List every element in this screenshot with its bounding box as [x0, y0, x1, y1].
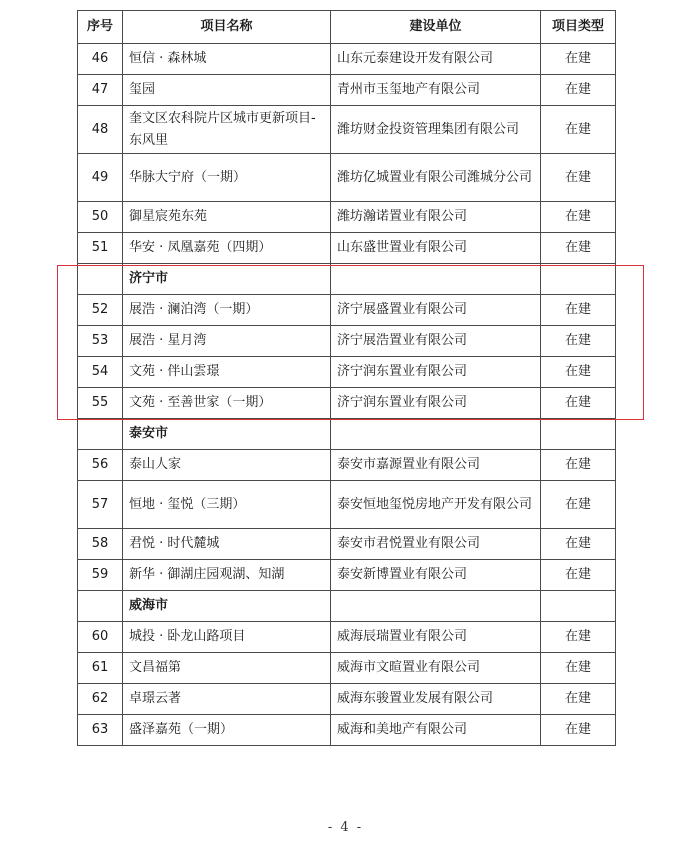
- cell-seq: 48: [78, 106, 123, 154]
- cell-type: 在建: [541, 106, 616, 154]
- cell-seq: 61: [78, 653, 123, 684]
- cell-type: 在建: [541, 44, 616, 75]
- cell-seq: 46: [78, 44, 123, 75]
- cell-seq: 51: [78, 233, 123, 264]
- cell-name: 文昌福第: [123, 653, 331, 684]
- cell-name: 新华 · 御湖庄园观湖、知湖: [123, 560, 331, 591]
- cell-unit: 山东盛世置业有限公司: [331, 233, 541, 264]
- cell-seq: 63: [78, 715, 123, 746]
- header-seq: 序号: [78, 11, 123, 44]
- cell-name: 华安 · 凤凰嘉苑（四期）: [123, 233, 331, 264]
- table-row: [78, 529, 616, 560]
- cell-seq: 62: [78, 684, 123, 715]
- cell-seq: 47: [78, 75, 123, 106]
- cell-type: 在建: [541, 529, 616, 560]
- cell-empty: [331, 264, 541, 295]
- cell-empty: [541, 419, 616, 450]
- cell-name: 君悦 · 时代麓城: [123, 529, 331, 560]
- city-name: 泰安市: [123, 419, 331, 450]
- cell-seq: 57: [78, 481, 123, 529]
- city-row: [78, 264, 616, 295]
- cell-unit: 泰安新博置业有限公司: [331, 560, 541, 591]
- city-name: 济宁市: [123, 264, 331, 295]
- cell-name: 恒信 · 森林城: [123, 44, 331, 75]
- cell-empty: [541, 591, 616, 622]
- table-row: [78, 106, 616, 154]
- cell-type: 在建: [541, 684, 616, 715]
- cell-seq: 50: [78, 202, 123, 233]
- city-name: 威海市: [123, 591, 331, 622]
- cell-type: 在建: [541, 715, 616, 746]
- cell-seq: 55: [78, 388, 123, 419]
- page-number: - 4 -: [327, 820, 364, 835]
- cell-empty: [78, 419, 123, 450]
- cell-type: 在建: [541, 295, 616, 326]
- cell-type: 在建: [541, 357, 616, 388]
- table-row: [78, 326, 616, 357]
- cell-unit: 济宁润东置业有限公司: [331, 357, 541, 388]
- cell-unit: 威海辰瑞置业有限公司: [331, 622, 541, 653]
- cell-name: 文苑 · 至善世家（一期）: [123, 388, 331, 419]
- table-row: [78, 233, 616, 264]
- cell-unit: 青州市玉玺地产有限公司: [331, 75, 541, 106]
- cell-seq: 60: [78, 622, 123, 653]
- cell-unit: 山东元泰建设开发有限公司: [331, 44, 541, 75]
- table-row: [78, 295, 616, 326]
- cell-unit: 济宁润东置业有限公司: [331, 388, 541, 419]
- cell-unit: 潍坊亿城置业有限公司潍城分公司: [331, 154, 541, 202]
- cell-type: 在建: [541, 388, 616, 419]
- cell-seq: 49: [78, 154, 123, 202]
- cell-unit: 潍坊财金投资管理集团有限公司: [331, 106, 541, 154]
- cell-type: 在建: [541, 75, 616, 106]
- cell-seq: 56: [78, 450, 123, 481]
- cell-unit: 威海和美地产有限公司: [331, 715, 541, 746]
- table-row: [78, 622, 616, 653]
- table-row: [78, 202, 616, 233]
- cell-name: 华脉大宁府（一期）: [123, 154, 331, 202]
- header-name: 项目名称: [123, 11, 331, 44]
- cell-name: 卓璟云著: [123, 684, 331, 715]
- cell-type: 在建: [541, 481, 616, 529]
- table-row: [78, 653, 616, 684]
- cell-empty: [78, 264, 123, 295]
- table-row: [78, 357, 616, 388]
- cell-empty: [78, 591, 123, 622]
- cell-seq: 53: [78, 326, 123, 357]
- cell-type: 在建: [541, 653, 616, 684]
- cell-unit: 济宁展浩置业有限公司: [331, 326, 541, 357]
- cell-name: 盛泽嘉苑（一期）: [123, 715, 331, 746]
- table-row: [78, 481, 616, 529]
- cell-type: 在建: [541, 560, 616, 591]
- cell-empty: [331, 419, 541, 450]
- cell-type: 在建: [541, 202, 616, 233]
- table-row: [78, 684, 616, 715]
- header-row: [78, 11, 616, 44]
- table-row: [78, 44, 616, 75]
- cell-name: 玺园: [123, 75, 331, 106]
- header-unit: 建设单位: [331, 11, 541, 44]
- cell-type: 在建: [541, 154, 616, 202]
- cell-name: 御星宸苑东苑: [123, 202, 331, 233]
- cell-unit: 威海东骏置业发展有限公司: [331, 684, 541, 715]
- city-row: [78, 419, 616, 450]
- cell-name: 泰山人家: [123, 450, 331, 481]
- cell-unit: 泰安恒地玺悦房地产开发有限公司: [331, 481, 541, 529]
- cell-name: 文苑 · 伴山雲璟: [123, 357, 331, 388]
- table-row: [78, 715, 616, 746]
- cell-seq: 54: [78, 357, 123, 388]
- cell-unit: 泰安市君悦置业有限公司: [331, 529, 541, 560]
- cell-seq: 59: [78, 560, 123, 591]
- cell-name: 展浩 · 澜泊湾（一期）: [123, 295, 331, 326]
- cell-unit: 济宁展盛置业有限公司: [331, 295, 541, 326]
- city-row: [78, 591, 616, 622]
- project-table: [77, 10, 616, 746]
- cell-type: 在建: [541, 326, 616, 357]
- table-row: [78, 388, 616, 419]
- table-row: [78, 154, 616, 202]
- cell-name: 展浩 · 星月湾: [123, 326, 331, 357]
- header-type: 项目类型: [541, 11, 616, 44]
- cell-name: 恒地 · 玺悦（三期）: [123, 481, 331, 529]
- cell-unit: 潍坊瀚诺置业有限公司: [331, 202, 541, 233]
- cell-empty: [331, 591, 541, 622]
- table-row: [78, 75, 616, 106]
- cell-type: 在建: [541, 450, 616, 481]
- cell-seq: 52: [78, 295, 123, 326]
- table-row: [78, 560, 616, 591]
- cell-type: 在建: [541, 233, 616, 264]
- cell-name: 城投 · 卧龙山路项目: [123, 622, 331, 653]
- cell-type: 在建: [541, 622, 616, 653]
- table-row: [78, 450, 616, 481]
- cell-unit: 威海市文暄置业有限公司: [331, 653, 541, 684]
- cell-unit: 泰安市嘉源置业有限公司: [331, 450, 541, 481]
- cell-seq: 58: [78, 529, 123, 560]
- cell-name: 奎文区农科院片区城市更新项目-东风里: [123, 106, 331, 154]
- cell-empty: [541, 264, 616, 295]
